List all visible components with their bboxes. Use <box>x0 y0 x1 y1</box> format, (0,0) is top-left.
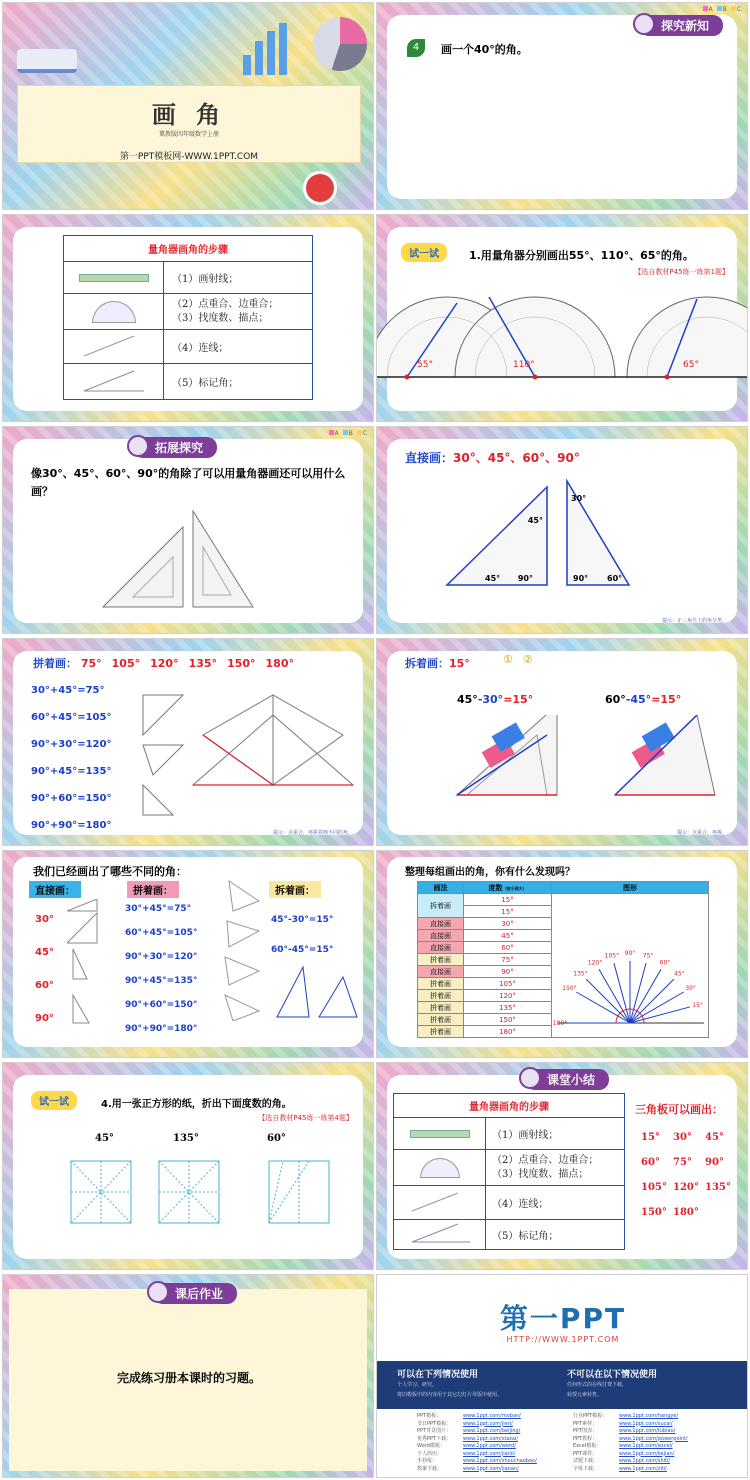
summary-table: 画法 度数（按小到大） 图形 拆着画 15° 180° 150° 135° 120° 105° 90° 75° 60° 45° 30° 15° 15° 直接画 30° 直接画 45° 直接画 60° 拼着画 75° 直接画 90° 拼着画 105° 拼着画 120° 拼着画 135° 拼着画 150° 拼着画 180° <box>417 881 709 1038</box>
mark-illustration <box>64 364 164 400</box>
abc-legend: A B C <box>329 430 367 437</box>
link-url[interactable]: www.1ppt.com/xiazai/ <box>463 1435 519 1442</box>
question-text: 画一个40°的角。 <box>441 43 528 56</box>
question-text: 1.用量角器分别画出55°、110°、65°的角。 <box>469 249 694 262</box>
link-label: Word模板： <box>417 1443 445 1449</box>
summary-question: 整理每组画出的角，你有什么发现吗？ <box>405 867 575 878</box>
hint-note: 提示：正三角尺上的角分类。 <box>661 618 727 624</box>
link-url[interactable]: www.1ppt.com/kejian/ <box>619 1450 675 1457</box>
steps-table <box>393 1093 625 1250</box>
link-url[interactable]: www.1ppt.com/jiaoan/ <box>463 1465 519 1472</box>
link-label: 个人简历： <box>417 1450 443 1457</box>
connect-illustration <box>394 1186 486 1220</box>
slide-review[interactable] <box>2 850 374 1058</box>
question-text: 4.用一张正方形的纸，折出下面度数的角。 <box>101 1099 292 1110</box>
can-1: 个人学习、研究。 <box>397 1382 438 1388</box>
section-ribbon: 课堂小结 <box>525 1069 609 1090</box>
cannot-2: 转授元素转售。 <box>567 1392 603 1398</box>
try-badge: 试一试 <box>401 243 447 262</box>
combine-equations: 30°+45°=75° 60°+45°=105° 90°+30°=120° 90°+45°=135° 90°+60°=150° 90°+90°=180° <box>31 685 112 831</box>
ruler-illustration <box>64 262 164 294</box>
brand-logo: 第一PPT <box>499 1302 627 1335</box>
split-eq-2: 60°-45°=15° <box>605 693 682 706</box>
link-url[interactable]: www.1ppt.com/powerpoint/ <box>619 1435 688 1442</box>
link-url[interactable]: www.1ppt.com/word/ <box>463 1443 516 1449</box>
link-label: PPT素材： <box>573 1420 598 1427</box>
deck-title: 画 角 <box>151 100 227 129</box>
cannot-1: 任何形式的在线付费下载。 <box>567 1382 628 1388</box>
fan-label: 90° <box>624 949 636 957</box>
fan-ray <box>630 1006 690 1022</box>
link-url[interactable]: www.1ppt.com/jieri/ <box>463 1420 513 1427</box>
hint-note: 提示：点重合，再拼着画不同的角。 <box>272 830 353 836</box>
fan-label: 105° <box>604 951 620 959</box>
link-row[interactable] <box>573 1466 688 1474</box>
fan-label: 150° <box>562 984 577 992</box>
link-url[interactable]: www.1ppt.com/beijing/ <box>463 1428 521 1434</box>
link-label: PPT背景图片： <box>417 1428 452 1434</box>
section-ribbon: 课后作业 <box>153 1283 237 1304</box>
link-label: 节日PPT模板： <box>417 1420 452 1427</box>
step-2: （2）点重合、边重合； <box>172 298 279 310</box>
steps-header: 量角器画角的步骤 <box>64 236 313 262</box>
slide-draw-40[interactable] <box>376 2 748 210</box>
link-row[interactable] <box>417 1466 537 1474</box>
steps-table <box>63 235 313 400</box>
step-4: （4）连线； <box>164 330 313 364</box>
fold-angle-3: 60° <box>267 1133 286 1144</box>
fan-ray <box>630 963 646 1023</box>
step-4: （4）连线； <box>486 1186 625 1220</box>
slide-split[interactable] <box>376 638 748 846</box>
site-label: 第一PPT模板网-WWW.1PPT.COM <box>119 152 259 162</box>
link-row[interactable] <box>417 1451 537 1459</box>
number-leaf-icon: 4 <box>407 39 425 57</box>
link-row[interactable] <box>573 1458 688 1466</box>
protractors-graphic <box>377 287 748 387</box>
section-ribbon: 拓展探究 <box>133 437 217 458</box>
step-1: （1）画射线； <box>164 262 313 294</box>
split-values: 45°-30°=15° 60°-45°=15° <box>271 915 334 955</box>
fan-label: 120° <box>587 958 603 966</box>
abc-legend: A B C <box>703 6 741 13</box>
steps-header: 量角器画角的步骤 <box>394 1094 625 1118</box>
slide-class-summary[interactable] <box>376 1062 748 1270</box>
try-badge: 试一试 <box>31 1091 77 1110</box>
svg-text:30°: 30° <box>571 494 587 503</box>
link-row[interactable] <box>573 1428 688 1436</box>
svg-text:90°: 90° <box>573 574 589 583</box>
svg-text:65°: 65° <box>683 360 699 370</box>
step-5: （5）标记角； <box>164 364 313 400</box>
links-left <box>417 1413 537 1473</box>
step-3: （3）找度数、描点； <box>172 312 269 324</box>
slide-title[interactable] <box>2 2 374 210</box>
split-eq-1: 45°-30°=15° <box>457 693 534 706</box>
connect-illustration <box>64 330 164 364</box>
fan-ray <box>614 963 630 1023</box>
homework-text: 完成练习册本课时的习题。 <box>116 1371 261 1385</box>
links-right <box>573 1413 688 1473</box>
link-row[interactable] <box>417 1458 537 1466</box>
combined-triangles-graphic <box>133 675 363 825</box>
split-tag: 拆着画： <box>269 881 321 898</box>
link-url[interactable]: www.1ppt.com/jianli/ <box>463 1450 516 1457</box>
books-illustration <box>17 49 77 73</box>
direct-values: 30° 45° 60° 90° <box>35 914 54 1024</box>
link-label: PPT课件： <box>573 1450 598 1457</box>
link-url[interactable]: www.1ppt.com/hangye/ <box>619 1413 679 1419</box>
link-row[interactable] <box>417 1413 537 1421</box>
hint-note: 提示：点重合，再拆。 <box>676 830 727 836</box>
fan-label: 60° <box>659 958 671 966</box>
slide-fold[interactable] <box>2 1062 374 1270</box>
link-label: 试题下载： <box>573 1458 599 1464</box>
link-url[interactable]: www.1ppt.com/excel/ <box>619 1443 673 1449</box>
link-row[interactable] <box>417 1436 537 1444</box>
clock-illustration <box>303 171 337 205</box>
slide-direct[interactable] <box>376 426 748 634</box>
link-url[interactable]: www.1ppt.com/tubiao/ <box>619 1428 676 1434</box>
link-url[interactable]: www.1ppt.com/shiti/ <box>619 1458 671 1464</box>
svg-text:60°: 60° <box>607 574 623 583</box>
fan-label: 135° <box>573 970 588 978</box>
ruler-illustration <box>394 1118 486 1150</box>
direct-tag: 直接画： <box>29 881 81 898</box>
combine-values: 30°+45°=75° 60°+45°=105° 90°+30°=120° 90°+45°=135° 90°+60°=150° 90°+90°=180° <box>125 904 198 1034</box>
combine-heading: 拼着画： 75° 105° 120° 135° 150° 180° <box>33 657 294 670</box>
deck-subtitle: 冀教版四年级数学上册 <box>158 131 219 138</box>
fold-angle-2: 135° <box>173 1133 199 1144</box>
fold-squares <box>69 1159 369 1229</box>
angle-fan <box>552 895 708 1035</box>
can-2: 将旧模板中的内容用于其它幻灯片母版中使用。 <box>397 1392 503 1398</box>
slide-steps[interactable] <box>2 214 374 422</box>
direct-heading: 直接画：30°、45°、60°、90° <box>405 451 580 465</box>
chart-illustration <box>243 21 287 75</box>
svg-text:90°: 90° <box>517 574 533 583</box>
link-url[interactable]: www.1ppt.com/moban/ <box>463 1413 521 1419</box>
svg-text:45°: 45° <box>485 574 501 583</box>
link-label: PPT教程： <box>573 1435 598 1442</box>
link-label: 行业PPT模板： <box>573 1413 608 1419</box>
review-question: 我们已经画出了哪些不同的角： <box>33 865 187 878</box>
link-url[interactable]: www.1ppt.com/shouchaobao/ <box>463 1458 537 1464</box>
slide-summary-table[interactable] <box>376 850 748 1058</box>
triangle-values: 15° 30° 45° 60° 75° 90° 105° 120° 135° 150° 180° <box>641 1132 731 1218</box>
triangle-title: 三角板可以画出： <box>635 1103 723 1116</box>
direct-triangles <box>437 475 657 595</box>
link-row[interactable] <box>573 1451 688 1459</box>
slide-try-protractor[interactable] <box>376 214 748 422</box>
link-row[interactable] <box>417 1443 537 1451</box>
step-1: （1）画射线； <box>486 1118 625 1150</box>
slide-homework[interactable] <box>2 1274 374 1478</box>
cannot-title: 不可以在以下情况使用 <box>567 1370 658 1380</box>
fan-label: 30° <box>685 984 696 992</box>
link-row[interactable] <box>573 1413 688 1421</box>
step-2: （2）点重合、边重合； <box>492 1154 599 1166</box>
link-row[interactable] <box>573 1421 688 1429</box>
review-triangles-2 <box>219 861 269 1021</box>
svg-text:45°: 45° <box>527 516 543 525</box>
link-label: 优秀PPT下载： <box>417 1435 452 1442</box>
angle-fan-cell <box>552 894 709 1038</box>
link-url[interactable]: www.1ppt.com/ziti/ <box>619 1465 667 1472</box>
svg-text:110°: 110° <box>513 360 535 370</box>
slide-combine[interactable] <box>2 638 374 846</box>
link-url[interactable]: www.1ppt.com/sucai/ <box>619 1420 673 1427</box>
review-triangles-3 <box>273 961 363 1021</box>
split-heading: 拆着画：15° <box>405 657 470 670</box>
brand-url[interactable]: HTTP://WWW.1PPT.COM <box>506 1335 620 1344</box>
fan-label: 45° <box>674 970 685 978</box>
pie-illustration <box>313 17 367 71</box>
review-triangles <box>67 899 107 1049</box>
protractor-illustration <box>394 1150 486 1186</box>
combine-tag: 拼着画： <box>127 881 179 898</box>
source-label: 【选自教材P45练一练第4题】 <box>258 1114 353 1122</box>
fan-label: 180° <box>552 1019 568 1027</box>
link-row[interactable] <box>573 1443 688 1451</box>
fold-angle-1: 45° <box>95 1133 114 1144</box>
link-label: 手抄报： <box>417 1458 438 1464</box>
source-label: 【选自教材P45练一练第1题】 <box>634 268 729 276</box>
link-label: 教案下载： <box>417 1465 443 1472</box>
link-label: PPT模板： <box>417 1413 442 1419</box>
split-graphic <box>397 715 727 825</box>
step-marks: ① ② <box>503 653 533 666</box>
link-row[interactable] <box>417 1428 537 1436</box>
protractor-illustration <box>64 294 164 330</box>
can-title: 可以在下列情况使用 <box>397 1370 479 1380</box>
step-3: （3）找度数、描点； <box>492 1168 589 1180</box>
question-text: 像30°、45°、60°、90°的角除了可以用量角器画还可以用什么画？ <box>31 467 346 498</box>
slide-end[interactable] <box>376 1274 748 1478</box>
svg-text:55°: 55° <box>417 360 433 370</box>
fan-label: 15° <box>692 1001 703 1009</box>
slide-extend[interactable] <box>2 426 374 634</box>
link-row[interactable] <box>417 1421 537 1429</box>
section-ribbon: 探究新知 <box>639 15 723 36</box>
link-label: 字体下载： <box>573 1465 599 1472</box>
step-5: （5）标记角； <box>486 1220 625 1250</box>
link-row[interactable] <box>573 1436 688 1444</box>
mark-illustration <box>394 1220 486 1250</box>
link-label: Excel模板： <box>573 1443 602 1449</box>
content-panel <box>387 15 737 199</box>
set-squares-graphic <box>93 507 273 617</box>
fan-label: 75° <box>642 951 654 959</box>
link-label: PPT图表： <box>573 1428 598 1434</box>
